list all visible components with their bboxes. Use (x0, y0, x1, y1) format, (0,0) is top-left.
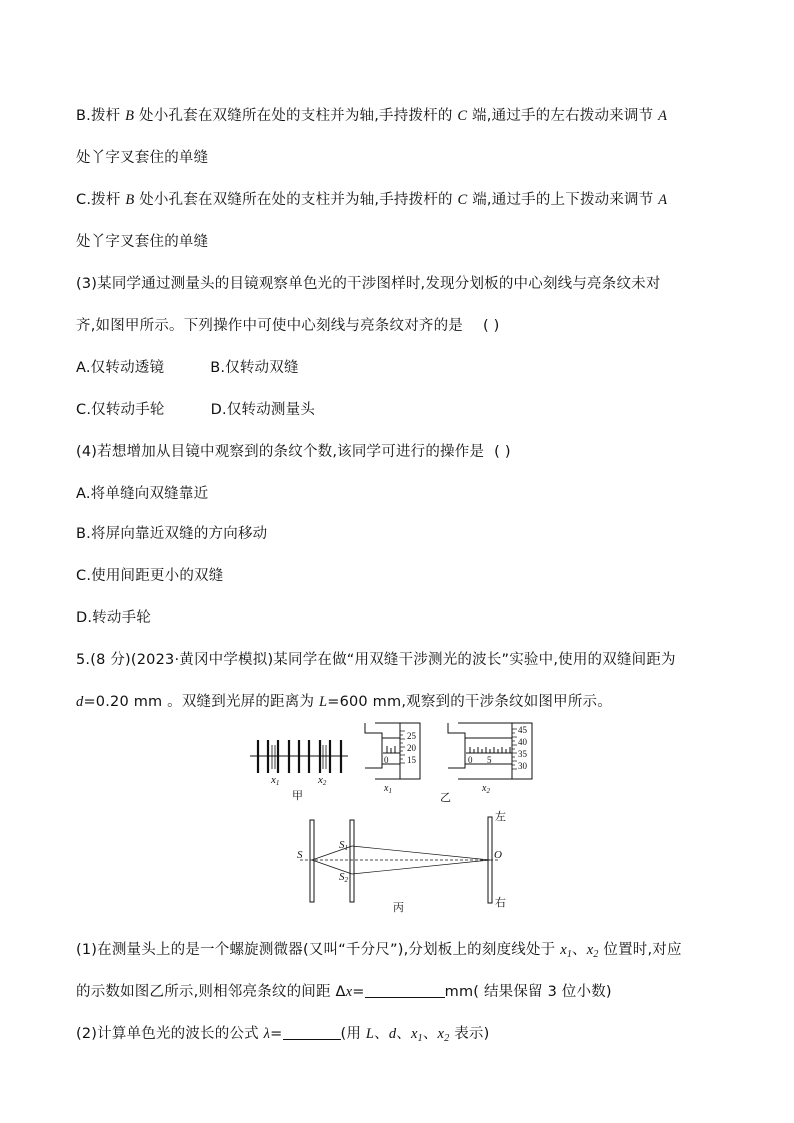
micrometer-2-label: $x_2$ (482, 783, 490, 795)
option-b-line2: 处丫字叉套住的单缝 (76, 150, 209, 166)
label-jia: 甲 (292, 789, 303, 802)
label-right: 右 (495, 896, 506, 909)
answer-paren: ( ) (494, 444, 511, 460)
q3-stem-line1: (3)某同学通过测量头的目镜观察单色光的干涉图样时,发现分划板的中心刻线与亮条纹未对 (76, 276, 661, 292)
label-S2: S2 (339, 871, 348, 884)
q4-option-c: C.使用间距更小的双缝 (76, 568, 224, 584)
q3-option-a: A.仅转动透镜 (76, 360, 165, 376)
q3-option-c: C.仅转动手轮 (76, 402, 165, 418)
svg-text:35: 35 (518, 749, 527, 759)
svg-text:20: 20 (407, 743, 416, 753)
svg-text:30: 30 (518, 761, 527, 771)
q3-options-ab (76, 358, 299, 378)
answer-blank[interactable] (283, 1025, 341, 1040)
q4-stem: (4)若想增加从目镜中观察到的条纹个数,该同学可进行的操作是 ( ) (76, 444, 511, 460)
q5-stem-line2: d=0.20 mm 。双缝到光屏的距离为 L=600 mm,观察到的干涉条纹如图甲所示。 (76, 694, 612, 710)
experiment-figure (0, 715, 794, 915)
label-x1: x1 (271, 774, 280, 787)
label-O: O (494, 849, 502, 861)
q5-stem-line1: 5.(8 分)(2023·黄冈中学模拟)某同学在做“用双缝干涉测光的波长”实验中,使用的双缝间距为 (76, 652, 676, 668)
answer-blank[interactable] (365, 983, 445, 998)
q3-option-b: B.仅转动双缝 (210, 360, 299, 376)
q3-option-d: D.仅转动测量头 (210, 402, 316, 418)
figure-yi (365, 723, 532, 779)
q3-options-cd (76, 400, 315, 420)
label-yi: 乙 (440, 791, 451, 804)
svg-text:45: 45 (518, 725, 527, 735)
label-bing: 丙 (393, 901, 404, 914)
micrometer-1-label: $x_1$ (384, 783, 392, 795)
figure-bing (300, 817, 500, 903)
q3-stem-line2: 齐,如图甲所示。下列操作中可使中心刻线与亮条纹对齐的是 ( ) (76, 318, 500, 334)
label-S1: S1 (339, 839, 348, 852)
label-S: S (297, 849, 303, 861)
sub1-line2: 的示数如图乙所示,则相邻亮条纹的间距 Δx= mm( 结果保留 3 位小数) (76, 984, 612, 1000)
sub2-line: (2)计算单色光的波长的公式 λ= (用 L、d、$x_1$、$x_2$ 表示) (76, 1026, 490, 1044)
option-c-line2: 处丫字叉套住的单缝 (76, 234, 209, 250)
answer-paren: ( ) (483, 318, 500, 334)
option-c-line1: C.拨杆 B 处小孔套在双缝所在处的支柱并为轴,手持拨杆的 C 端,通过手的上下拨动来调节 A (76, 192, 668, 208)
svg-text:0: 0 (384, 755, 389, 765)
svg-text:25: 25 (407, 731, 416, 741)
option-b-line1: B.拨杆 B 处小孔套在双缝所在处的支柱并为轴,手持拨杆的 C 端,通过手的左右拨动来调节 A (76, 108, 668, 124)
sub1-line1: (1)在测量头上的是一个螺旋测微器(又叫“千分尺”),分划板上的刻度线处于 $x_1$、$x_2$ 位置时,对应 (76, 942, 682, 960)
svg-text:40: 40 (518, 737, 527, 747)
q4-option-a: A.将单缝向双缝靠近 (76, 486, 209, 502)
label-x2: x2 (318, 774, 327, 787)
figure-jia (250, 740, 348, 802)
svg-text:5: 5 (487, 755, 492, 765)
svg-text:15: 15 (407, 755, 416, 765)
svg-text:0: 0 (468, 755, 473, 765)
label-left: 左 (495, 810, 506, 823)
q4-option-b: B.将屏向靠近双缝的方向移动 (76, 526, 268, 542)
q4-option-d: D.转动手轮 (76, 610, 151, 626)
